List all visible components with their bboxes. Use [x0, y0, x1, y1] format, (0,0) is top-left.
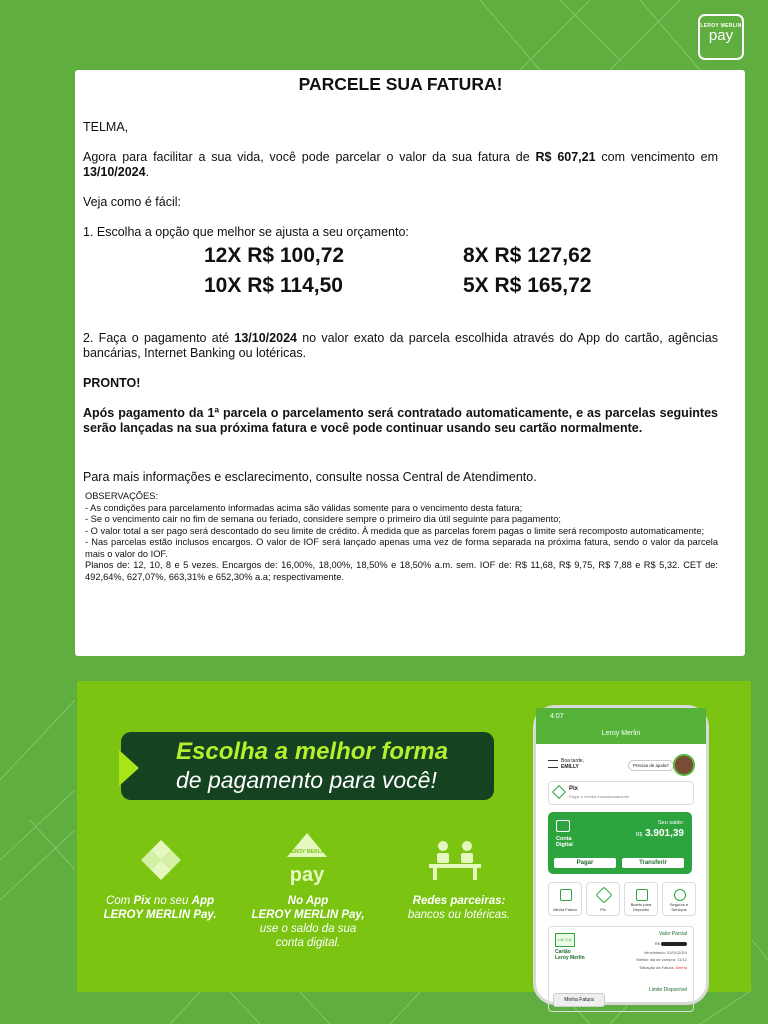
pix-icon [139, 838, 183, 882]
step-2 [83, 331, 718, 361]
pix-text-bold-2: App [191, 895, 215, 907]
account-name [556, 836, 573, 848]
installment-option-10x: 10X R$ 114,50 [204, 274, 343, 297]
headline-line-1: Escolha a melhor forma [176, 738, 449, 765]
partners-feature-text [391, 894, 527, 922]
partial-value [655, 941, 687, 946]
obs-title: OBSERVAÇÕES: [85, 491, 159, 501]
phone-time: 4:07 [550, 713, 564, 720]
intro-text-end: . [145, 165, 150, 179]
tile-label: Boleto para Depósito [630, 902, 652, 912]
phone-account-card [548, 812, 692, 874]
phone-pix-label: Pix [569, 786, 579, 792]
phone-greeting [561, 758, 584, 770]
partners-people-icon [429, 838, 481, 882]
house-roof-icon [285, 831, 329, 861]
pay-button[interactable]: Pagar [554, 858, 616, 868]
tile-pix[interactable] [586, 882, 620, 916]
greet-line-2: EMILLY [561, 764, 579, 770]
pix-icon [552, 785, 566, 799]
menu-icon[interactable] [548, 760, 558, 768]
tile-label: Seguros e Serviços [669, 902, 689, 912]
pix-text: Com [105, 895, 134, 907]
card-chip: L.M. C.D. [555, 933, 575, 947]
letter-title: PARCELE SUA FATURA! [298, 74, 503, 94]
invoice-amount: R$ 607,21 [535, 150, 596, 164]
pix-text-line-2: LEROY MERLIN Pay. [103, 909, 217, 921]
account-line-1: Conta [556, 836, 572, 842]
minha-fatura-button[interactable]: Minha Fatura [553, 993, 605, 1007]
chevron-right-icon [119, 750, 139, 786]
intro-text: Agora para facilitar a sua vida, você pode parcelar o valor da sua fatura de [83, 150, 536, 164]
partial-currency: R$ [654, 941, 660, 946]
card-line-2: Leroy Merlin [555, 955, 585, 961]
transfer-button[interactable]: Transferir [622, 858, 684, 868]
app-logo-top: LEROY MERLIN [288, 849, 326, 855]
logo-word: pay [708, 27, 734, 44]
payment-banner [77, 681, 751, 1003]
easy-text: Veja como é fácil: [83, 195, 181, 209]
available-limit-label: Limite Disponível [648, 987, 687, 993]
avatar[interactable] [673, 754, 695, 776]
obs-line: - O valor total a ser pago será descontado do seu limite de crédito. À medida que as parcelas forem pagas o limite será recomposto automaticamente; [85, 525, 705, 536]
best-day-line: Melhor dia de compra: 11/12 [636, 957, 687, 962]
app-text-1: No App [287, 895, 329, 907]
wallet-icon [556, 820, 570, 832]
after-payment-text: Após pagamento da 1ª parcela o parcelamento será contratado automaticamente, e as parcelas seguintes serão lançadas na sua próxima fatura e você pode continuar usando seu cartão normalmente. [83, 406, 718, 435]
partners-text-2: bancos ou lotéricas. [407, 909, 511, 921]
tile-minha-fatura[interactable] [548, 882, 582, 916]
card-line-1: Cartão [555, 949, 571, 955]
due-date: 13/10/2024 [83, 165, 146, 179]
ready-text: PRONTO! [83, 376, 141, 390]
leroy-merlin-pay-logo [698, 14, 744, 60]
balance-amount: 3.901,39 [645, 828, 684, 839]
logo-top-text: LEROY MERLIN [700, 23, 742, 29]
obs-line: - Nas parcelas estão inclusos encargos. O valor de IOF será lançado apenas uma vez de forma separada na próxima fatura, sendo o valor da parcela mais o valor do IOF. [85, 537, 718, 559]
barcode-icon [636, 889, 648, 901]
phone-app-title: Leroy Merlin [601, 730, 641, 737]
observations [83, 491, 718, 583]
account-line-2: Digital [556, 842, 573, 848]
headline-pill [121, 732, 494, 800]
shield-icon [674, 889, 686, 901]
partial-value-label: Valor Parcial [659, 931, 687, 937]
phone-mockup [533, 705, 709, 1005]
pix-text-2: no seu [150, 895, 192, 907]
invoice-letter [75, 70, 745, 656]
status-label: Situação da Fatura: [639, 965, 676, 970]
card-name [555, 949, 585, 961]
due-date-line: Vencimento: 01/01/2024 [643, 950, 687, 955]
greet-line-1: Boa tarde, [561, 758, 585, 764]
installment-options [83, 244, 718, 310]
pix-feature-text [97, 894, 223, 922]
step-2-date: 13/10/2024 [234, 331, 297, 345]
phone-status-bar [536, 708, 706, 726]
step-2-text-end: no valor exato da parcela escolhida através do App do cartão, agências bancárias, Internet Banking ou lotéricas. [83, 331, 718, 360]
app-feature-text [243, 894, 373, 950]
more-info-text: Para mais informações e esclarecimento, consulte nossa Central de Atendimento. [83, 470, 537, 484]
phone-pix-card[interactable] [548, 781, 694, 805]
app-pay-icon [285, 831, 329, 885]
installment-option-8x: 8X R$ 127,62 [463, 244, 592, 267]
app-text-2: LEROY MERLIN Pay, [251, 909, 365, 921]
obs-line: - As condições para parcelamento informadas acima são válidas somente para o vencimento desta fatura; [85, 502, 523, 513]
phone-shortcut-tiles [548, 882, 708, 918]
balance-currency: R$ [635, 832, 643, 838]
step-2-text: 2. Faça o pagamento até [83, 331, 235, 345]
greeting: TELMA, [83, 120, 129, 134]
intro-text-middle: com vencimento em [595, 150, 718, 164]
phone-card-summary[interactable] [548, 926, 694, 1012]
app-text-4: conta digital. [275, 937, 341, 949]
tile-label: Minha Fatura [553, 907, 577, 912]
balance-label: Seu saldo: [658, 820, 684, 826]
pix-text-bold: Pix [133, 895, 151, 907]
status-badge: Aberta [675, 965, 687, 970]
headline-line-2: de pagamento para você! [176, 767, 437, 793]
obs-line: - Se o vencimento cair no fim de semana ou feriado, considere sempre o primeiro dia útil seguinte para pagamento; [85, 514, 561, 524]
masked-value [661, 942, 687, 946]
tile-label: Pix [600, 907, 606, 912]
phone-app-bar [536, 726, 706, 744]
installment-option-5x: 5X R$ 165,72 [463, 274, 592, 297]
tile-boleto[interactable] [624, 882, 658, 916]
balance-value [636, 828, 684, 839]
invoice-icon [560, 889, 572, 901]
installment-option-12x: 12X R$ 100,72 [204, 244, 345, 267]
invoice-status-line [639, 965, 687, 970]
pix-icon [596, 887, 613, 904]
partners-text-1: Redes parceiras: [412, 895, 506, 907]
step-1: 1. Escolha a opção que melhor se ajusta a seu orçamento: [83, 225, 409, 239]
phone-pix-sub: Pagar e receba instantaneamente [569, 794, 630, 799]
phone-help-button[interactable]: Precisa de ajuda? [628, 760, 674, 771]
intro-paragraph [83, 150, 718, 180]
obs-line: Planos de: 12, 10, 8 e 5 vezes. Encargos de: 16,00%, 18,00%, 18,50% e 18,50% a.m. sem. IOF de: R$ 11,68, R$ 9,75, R$ 7,88 e R$ 5,32. CET de: 492,64%, 627,07%, 663,31% e 652,30% a.a; respectivamente. [85, 560, 718, 582]
app-logo-word: pay [289, 864, 325, 886]
tile-seguros[interactable] [662, 882, 696, 916]
app-text-3: use o saldo da sua [259, 923, 357, 935]
